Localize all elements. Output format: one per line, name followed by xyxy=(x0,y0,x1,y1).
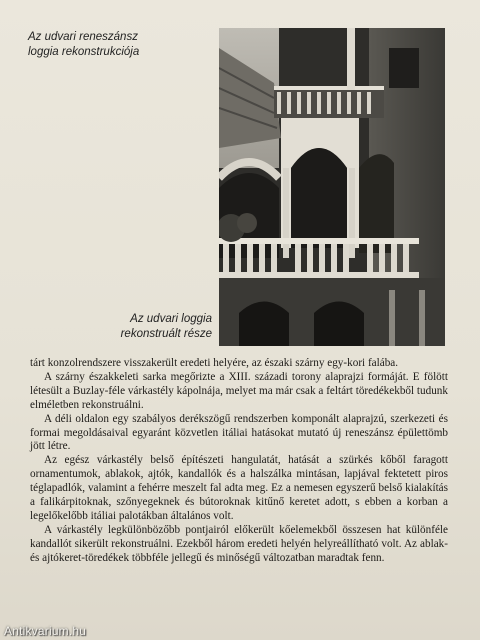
caption-bottom-line2: rekonstruált része xyxy=(120,328,212,340)
paragraph-1: tárt konzolrendszere visszakerült eredeti helyére, az északi szárny egy-kori falába. xyxy=(30,357,399,369)
loggia-photo-illustration xyxy=(219,28,445,346)
paragraph-2: A szárny északkeleti sarka megőrizte a XIII. századi torony alaprajzi formáját. E fölött létesült a Buzlay-féle várkastély kápolnája, melyet ma már csak a feltárt töredékekből tudunk elméletben rekonstruálni. xyxy=(30,370,448,411)
paragraph-4: Az egész várkastély belső építészeti hangulatát, hatását a szürkés kőből faragott ornamentumok, ablakok, ajtók, kandallók és a halszálka mintásan, lapjával fektetett piros téglapadlók, valamint a fehérre meszelt fal adta meg. Ez a nemesen egyszerű belső kialakítás a falikárpitoknak, szőnyegeknek és bútoroknak kitűnő keretet adott, s ebben a korban a legelőkelőbb itáliai palotákban általános volt. xyxy=(30,454,448,522)
watermark: Antikvarium.hu xyxy=(4,624,87,638)
photo-caption-top xyxy=(28,30,208,60)
article-body xyxy=(30,357,448,566)
caption-top-line1: Az udvari reneszánsz xyxy=(28,31,138,43)
caption-bottom-line1: Az udvari loggia xyxy=(130,313,212,325)
caption-top-line2: loggia rekonstrukciója xyxy=(28,46,140,58)
paragraph-5: A várkastély legkülönbözőbb pontjairól előkerült kőelemekből összesen hat különféle kandallót sikerült rekonstruálni. Ezekből három eredeti helyén helyreállítható volt. Az ablak- és ajtókeret-töredékek többféle jellegű és minőségű változatban maradtak fenn. xyxy=(30,523,448,564)
photo-caption-bottom xyxy=(96,312,212,342)
loggia-photograph xyxy=(219,28,445,346)
paragraph-3: A déli oldalon egy szabályos derékszögű rendszerben komponált alaprajzú, szerkezeti és formai megoldásaival egyaránt közvetlen itáliai hatásokat mutató új reneszánsz épülettömb jött létre. xyxy=(30,412,448,453)
